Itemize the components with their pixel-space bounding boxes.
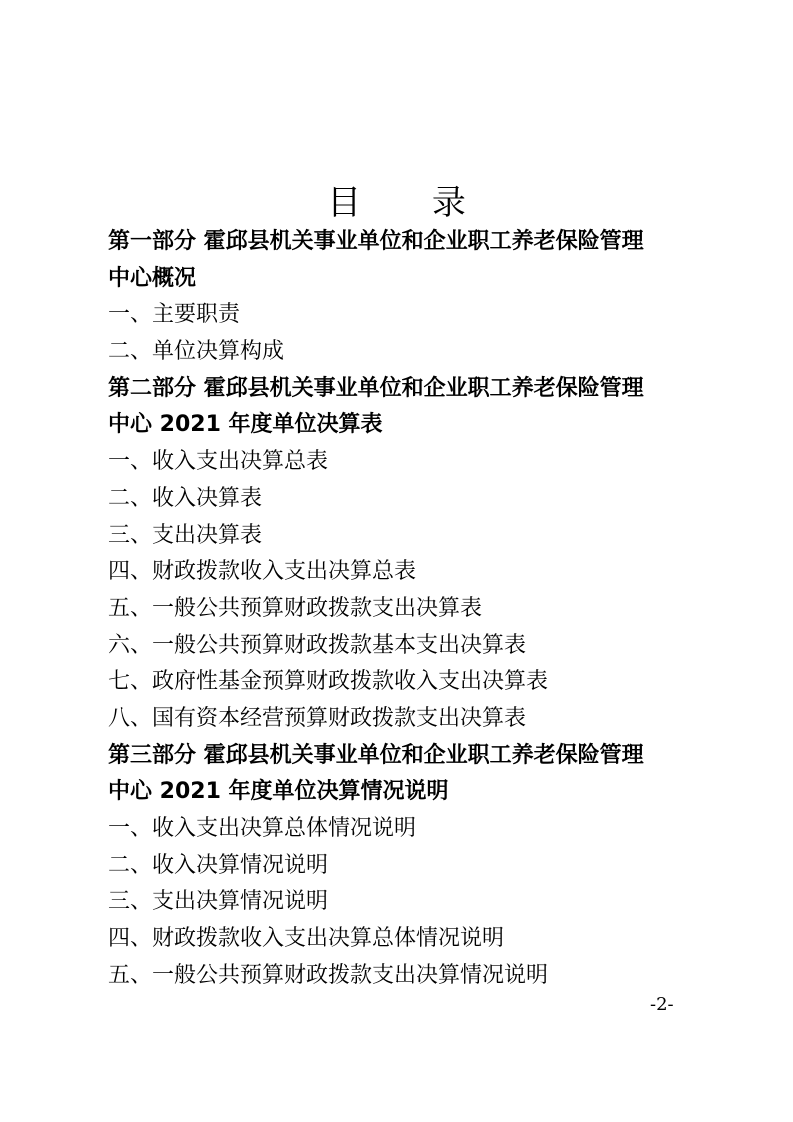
toc-item: 二、单位决算构成 bbox=[108, 339, 285, 365]
toc-item: 八、国有资本经营预算财政拨款支出决算表 bbox=[108, 705, 527, 731]
toc-part-heading: 中心 2021 年度单位决算表 bbox=[108, 412, 383, 438]
toc-item: 一、主要职责 bbox=[108, 302, 241, 328]
toc-item: 五、一般公共预算财政拨款支出决算情况说明 bbox=[108, 962, 549, 988]
toc-item: 二、收入决算情况说明 bbox=[108, 852, 329, 878]
page-title: 目 录 bbox=[327, 183, 496, 223]
table-of-contents bbox=[108, 224, 708, 994]
toc-item: 二、收入决算表 bbox=[108, 485, 263, 511]
toc-part-heading: 第二部分 霍邱县机关事业单位和企业职工养老保险管理 bbox=[108, 375, 644, 401]
toc-item: 一、收入支出决算总表 bbox=[108, 449, 329, 475]
toc-item: 四、财政拨款收入支出决算总表 bbox=[108, 559, 417, 585]
toc-item: 三、支出决算情况说明 bbox=[108, 889, 329, 915]
toc-item: 四、财政拨款收入支出决算总体情况说明 bbox=[108, 926, 505, 952]
toc-item: 五、一般公共预算财政拨款支出决算表 bbox=[108, 595, 483, 621]
toc-item: 六、一般公共预算财政拨款基本支出决算表 bbox=[108, 632, 527, 658]
toc-part-heading: 中心 2021 年度单位决算情况说明 bbox=[108, 779, 449, 805]
toc-item: 七、政府性基金预算财政拨款收入支出决算表 bbox=[108, 669, 549, 695]
toc-part-heading: 第三部分 霍邱县机关事业单位和企业职工养老保险管理 bbox=[108, 742, 644, 768]
toc-item: 一、收入支出决算总体情况说明 bbox=[108, 816, 417, 841]
toc-part-heading: 第一部分 霍邱县机关事业单位和企业职工养老保险管理 bbox=[108, 229, 644, 254]
page-number: -2- bbox=[650, 994, 674, 1015]
toc-item: 三、支出决算表 bbox=[108, 522, 263, 548]
toc-part-heading: 中心概况 bbox=[108, 265, 197, 291]
